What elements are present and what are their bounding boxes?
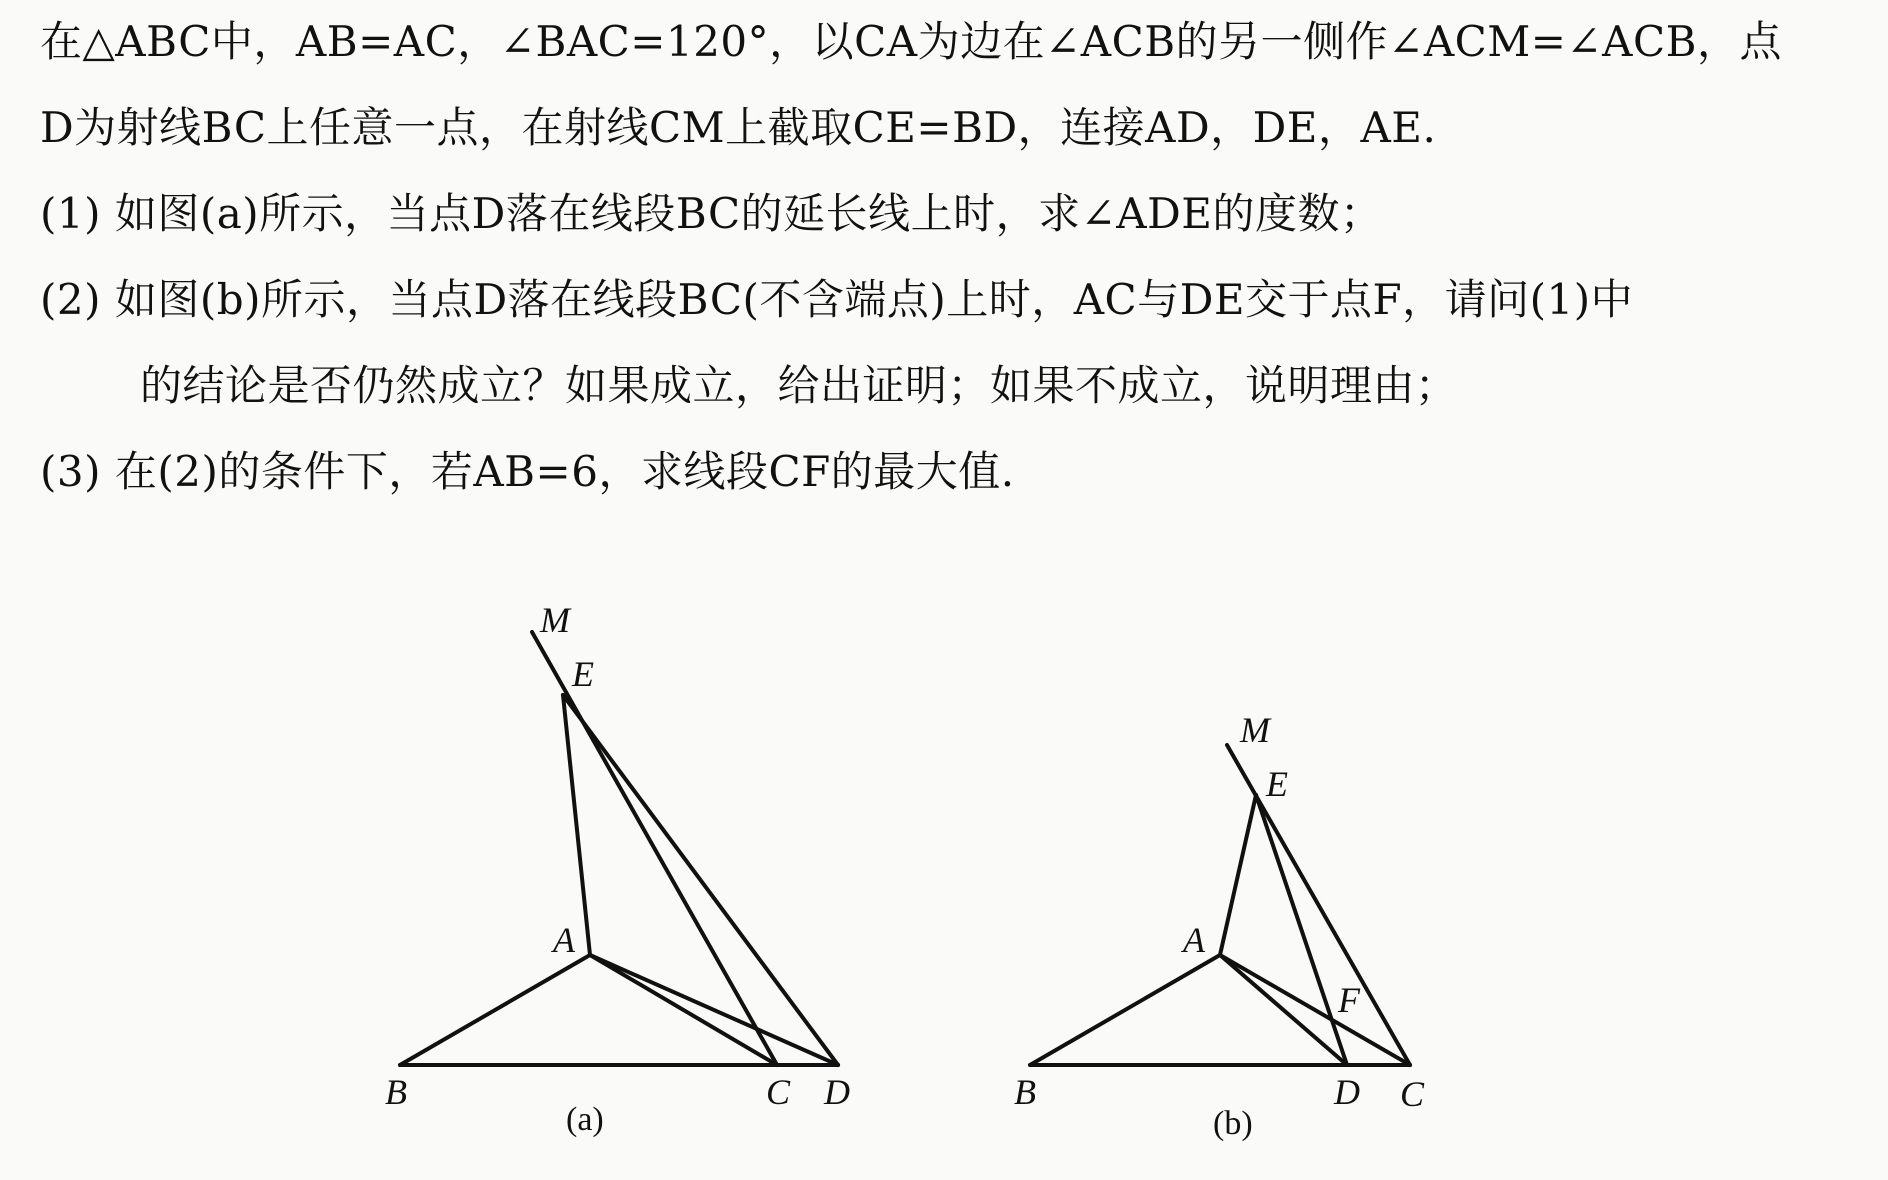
- label-f-b: F: [1338, 980, 1360, 1020]
- caption-b: (b): [1213, 1105, 1253, 1142]
- problem-line-1: 在△ABC中，AB=AC，∠BAC=120°，以CA为边在∠ACB的另一侧作∠ACM=∠ACB，点: [40, 17, 1783, 66]
- label-a-a: A: [553, 920, 575, 960]
- segment-ab-a: [400, 955, 590, 1065]
- question-3: (3) 在(2)的条件下，若AB=6，求线段CF的最大值.: [40, 447, 1015, 496]
- segment-ac-a: [590, 955, 777, 1065]
- ray-cm-b: [1227, 745, 1410, 1065]
- label-d-b: D: [1334, 1072, 1360, 1112]
- label-c-a: C: [766, 1072, 791, 1112]
- segment-ae-b: [1220, 795, 1256, 955]
- label-d-a: D: [824, 1072, 850, 1112]
- figure-a: [385, 600, 850, 1138]
- label-e-a: E: [572, 654, 594, 694]
- label-b-b: B: [1014, 1072, 1036, 1112]
- caption-a: (a): [566, 1101, 604, 1138]
- segment-de-a: [563, 695, 838, 1065]
- label-c-b: C: [1400, 1074, 1425, 1114]
- label-m-b: M: [1240, 710, 1270, 750]
- label-e-b: E: [1266, 764, 1288, 804]
- question-1: (1) 如图(a)所示，当点D落在线段BC的延长线上时，求∠ADE的度数；: [40, 189, 1383, 238]
- label-b-a: B: [385, 1072, 407, 1112]
- problem-line-2: D为射线BC上任意一点，在射线CM上截取CE=BD，连接AD，DE，AE.: [40, 103, 1437, 152]
- segment-ab-b: [1030, 955, 1220, 1065]
- figure-b: [1014, 710, 1425, 1142]
- question-2: (2) 如图(b)所示，当点D落在线段BC(不含端点)上时，AC与DE交于点F，请问(1)中: [40, 275, 1634, 324]
- label-m-a: M: [540, 600, 570, 640]
- label-a-b: A: [1183, 920, 1205, 960]
- question-2-continued: 的结论是否仍然成立？如果成立，给出证明；如果不成立，说明理由；: [140, 361, 1458, 410]
- segment-ad-a: [590, 955, 838, 1065]
- ray-cm-a: [532, 632, 777, 1065]
- segment-ae-a: [563, 695, 590, 955]
